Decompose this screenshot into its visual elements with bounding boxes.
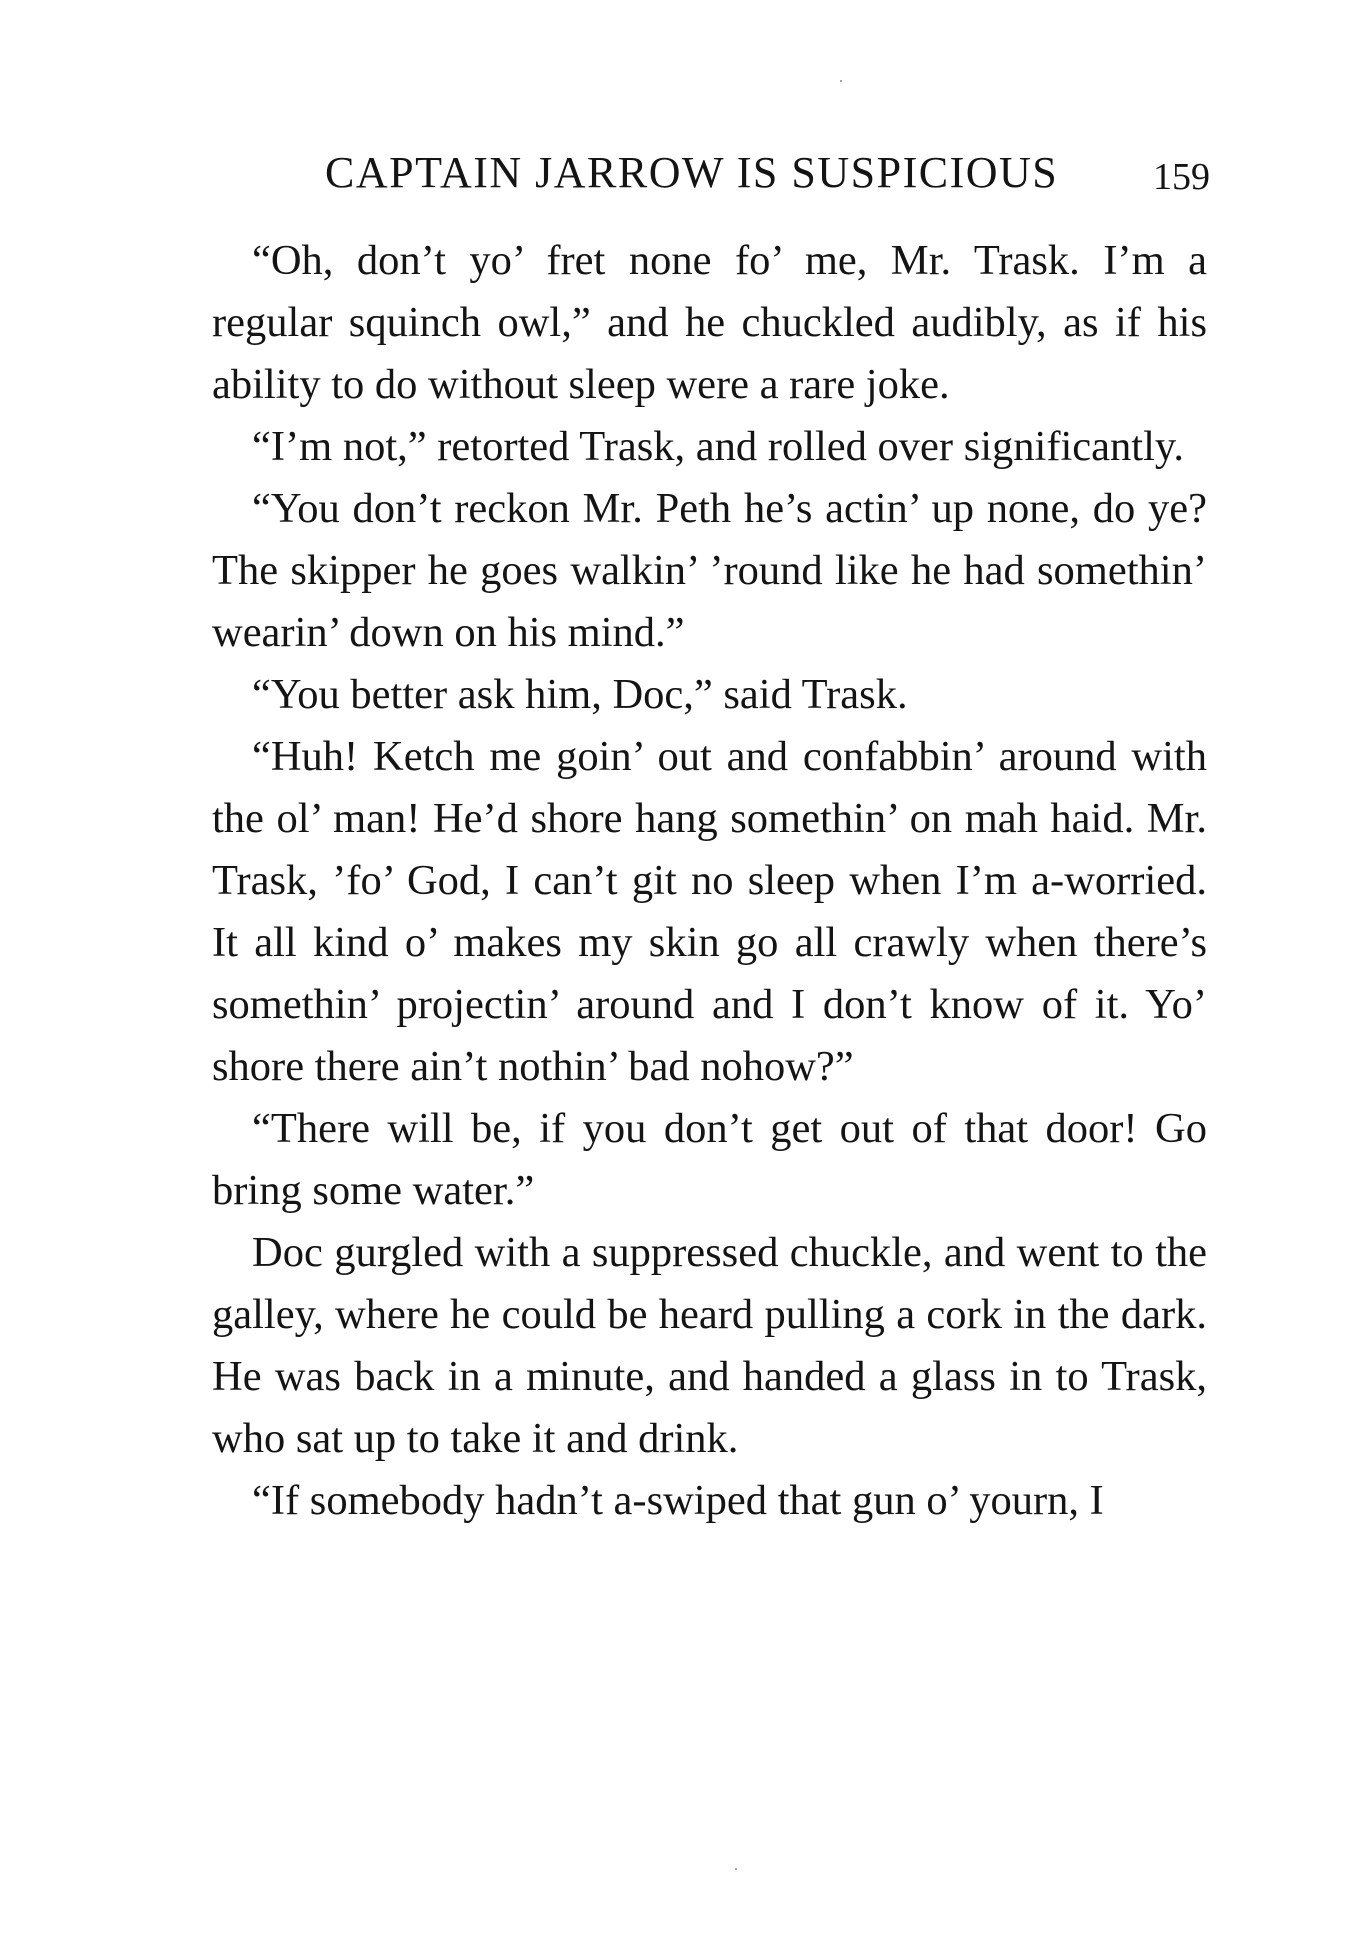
paragraph: “You better ask him, Doc,” said Trask. bbox=[252, 671, 908, 718]
paragraph: “Huh! Ketch me goin’ out and confabbin’ around with the ol’ man! He’d shore hang somethin’ on mah haid. Mr. Trask, ’fo’ God, I can’t git no sleep when I’m a-worried. It all kind o’ makes my skin go all crawly when there’s somethin’ projectin’ around and I don’t know of it. Yo’ shore there ain’t nothin’ bad nohow?” bbox=[212, 733, 1207, 1090]
paragraph: “Oh, don’t yo’ fret none fo’ me, Mr. Trask. I’m a regular squinch owl,” and he chuckled audibly, as if his ability to do without sleep were a rare joke. bbox=[212, 237, 1207, 408]
running-title: CAPTAIN JARROW IS SUSPICIOUS bbox=[325, 148, 1059, 197]
paragraph: “I’m not,” retorted Trask, and rolled over significantly. bbox=[252, 423, 1185, 470]
paragraph: “There will be, if you don’t get out of that door! Go bring some water.” bbox=[212, 1105, 1207, 1214]
scan-speck bbox=[735, 1868, 737, 1870]
page-number: 159 bbox=[1153, 156, 1210, 198]
paragraph: “If somebody hadn’t a-swiped that gun o’ yourn, I bbox=[252, 1477, 1104, 1524]
body-text bbox=[212, 230, 1207, 1532]
paragraph: Doc gurgled with a suppressed chuckle, and went to the galley, where he could be heard pulling a cork in the dark. He was back in a minute, and handed a glass in to Trask, who sat up to take it and drink. bbox=[212, 1229, 1207, 1462]
paragraph: “You don’t reckon Mr. Peth he’s actin’ up none, do ye? The skipper he goes walkin’ ’round like he had somethin’ wearin’ down on his mind.” bbox=[212, 485, 1207, 656]
scan-speck bbox=[840, 80, 842, 82]
running-head bbox=[210, 143, 1210, 203]
